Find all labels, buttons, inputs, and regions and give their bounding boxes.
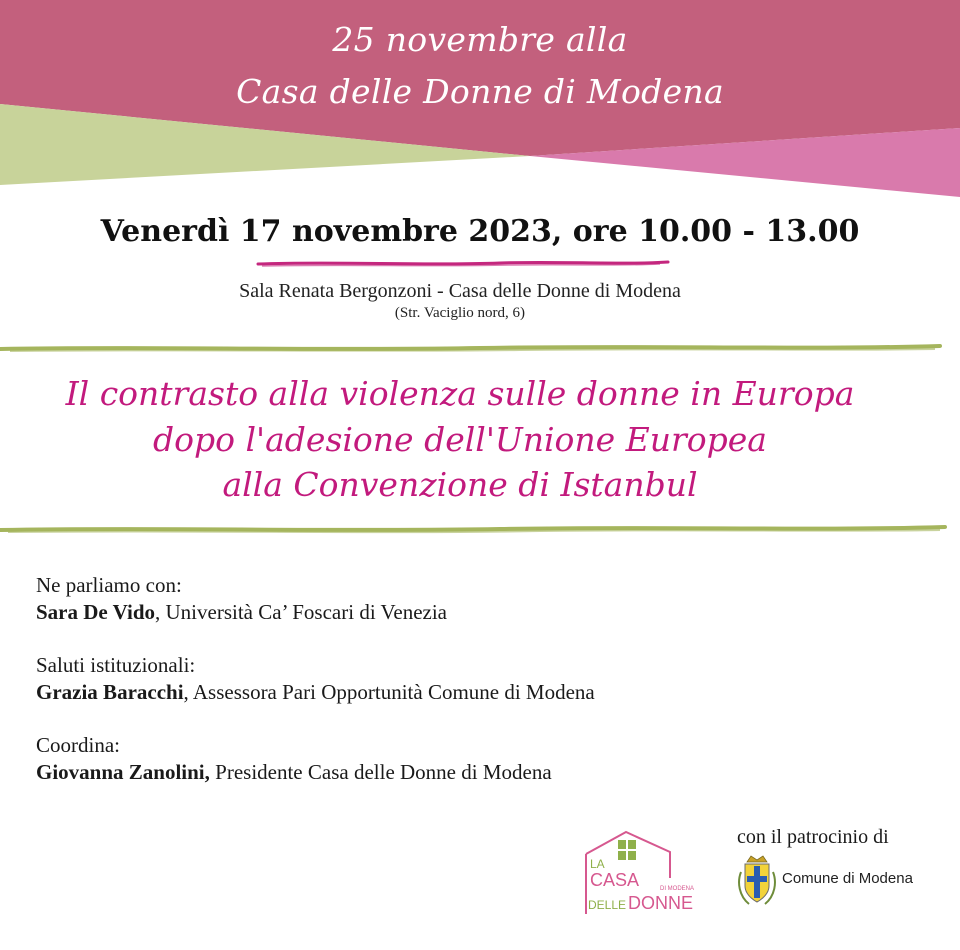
patrocinio-label: con il patrocinio di [737, 826, 889, 848]
speaker-block [36, 652, 916, 706]
comune-crest-icon [735, 852, 779, 910]
comune-name: Comune di Modena [782, 870, 913, 887]
header-title-line1: 25 novembre alla [332, 20, 628, 59]
green-brush-divider-bottom [0, 520, 960, 538]
logo-text-la: LA [590, 857, 605, 871]
speaker-label: Coordina: [36, 733, 120, 757]
header-title-line2: Casa delle Donne di Modena [236, 72, 724, 111]
casa-delle-donne-logo [582, 826, 704, 918]
logo-text-delle: DELLE [588, 898, 627, 912]
speaker-name: Giovanna Zanolini, [36, 760, 210, 784]
speaker-label: Ne parliamo con: [36, 573, 182, 597]
logo-text-casa: CASA [590, 870, 640, 890]
speaker-line [36, 679, 916, 706]
speaker-role: , Assessora Pari Opportunità Comune di Modena [183, 680, 595, 704]
topic-line2: dopo l'adesione dell'Unione Europea [153, 420, 767, 459]
speaker-label: Saluti istituzionali: [36, 653, 196, 677]
speaker-name: Grazia Baracchi [36, 680, 184, 704]
logo-text-donne: DONNE [628, 893, 694, 913]
speaker-line [36, 599, 916, 626]
speakers-section [36, 572, 916, 812]
topic-line1: Il contrasto alla violenza sulle donne in Europa [65, 374, 855, 413]
event-address: (Str. Vaciglio nord, 6) [394, 305, 526, 321]
speaker-role: Presidente Casa delle Donne di Modena [209, 760, 552, 784]
event-date: Venerdì 17 novembre 2023, ore 10.00 - 13.00 [100, 214, 860, 249]
speaker-block [36, 732, 916, 786]
speaker-block [36, 572, 916, 626]
speaker-line [36, 759, 916, 786]
magenta-brush-underline [0, 258, 960, 270]
topic-line3: alla Convenzione di Istanbul [222, 465, 698, 504]
logo-text-di-modena: DI MODENA [660, 886, 695, 892]
speaker-name: Sara De Vido [36, 600, 156, 624]
green-brush-divider-top [0, 340, 960, 356]
event-venue: Sala Renata Bergonzoni - Casa delle Donne di Modena [239, 280, 681, 302]
speaker-role: , Università Ca’ Foscari di Venezia [155, 600, 447, 624]
